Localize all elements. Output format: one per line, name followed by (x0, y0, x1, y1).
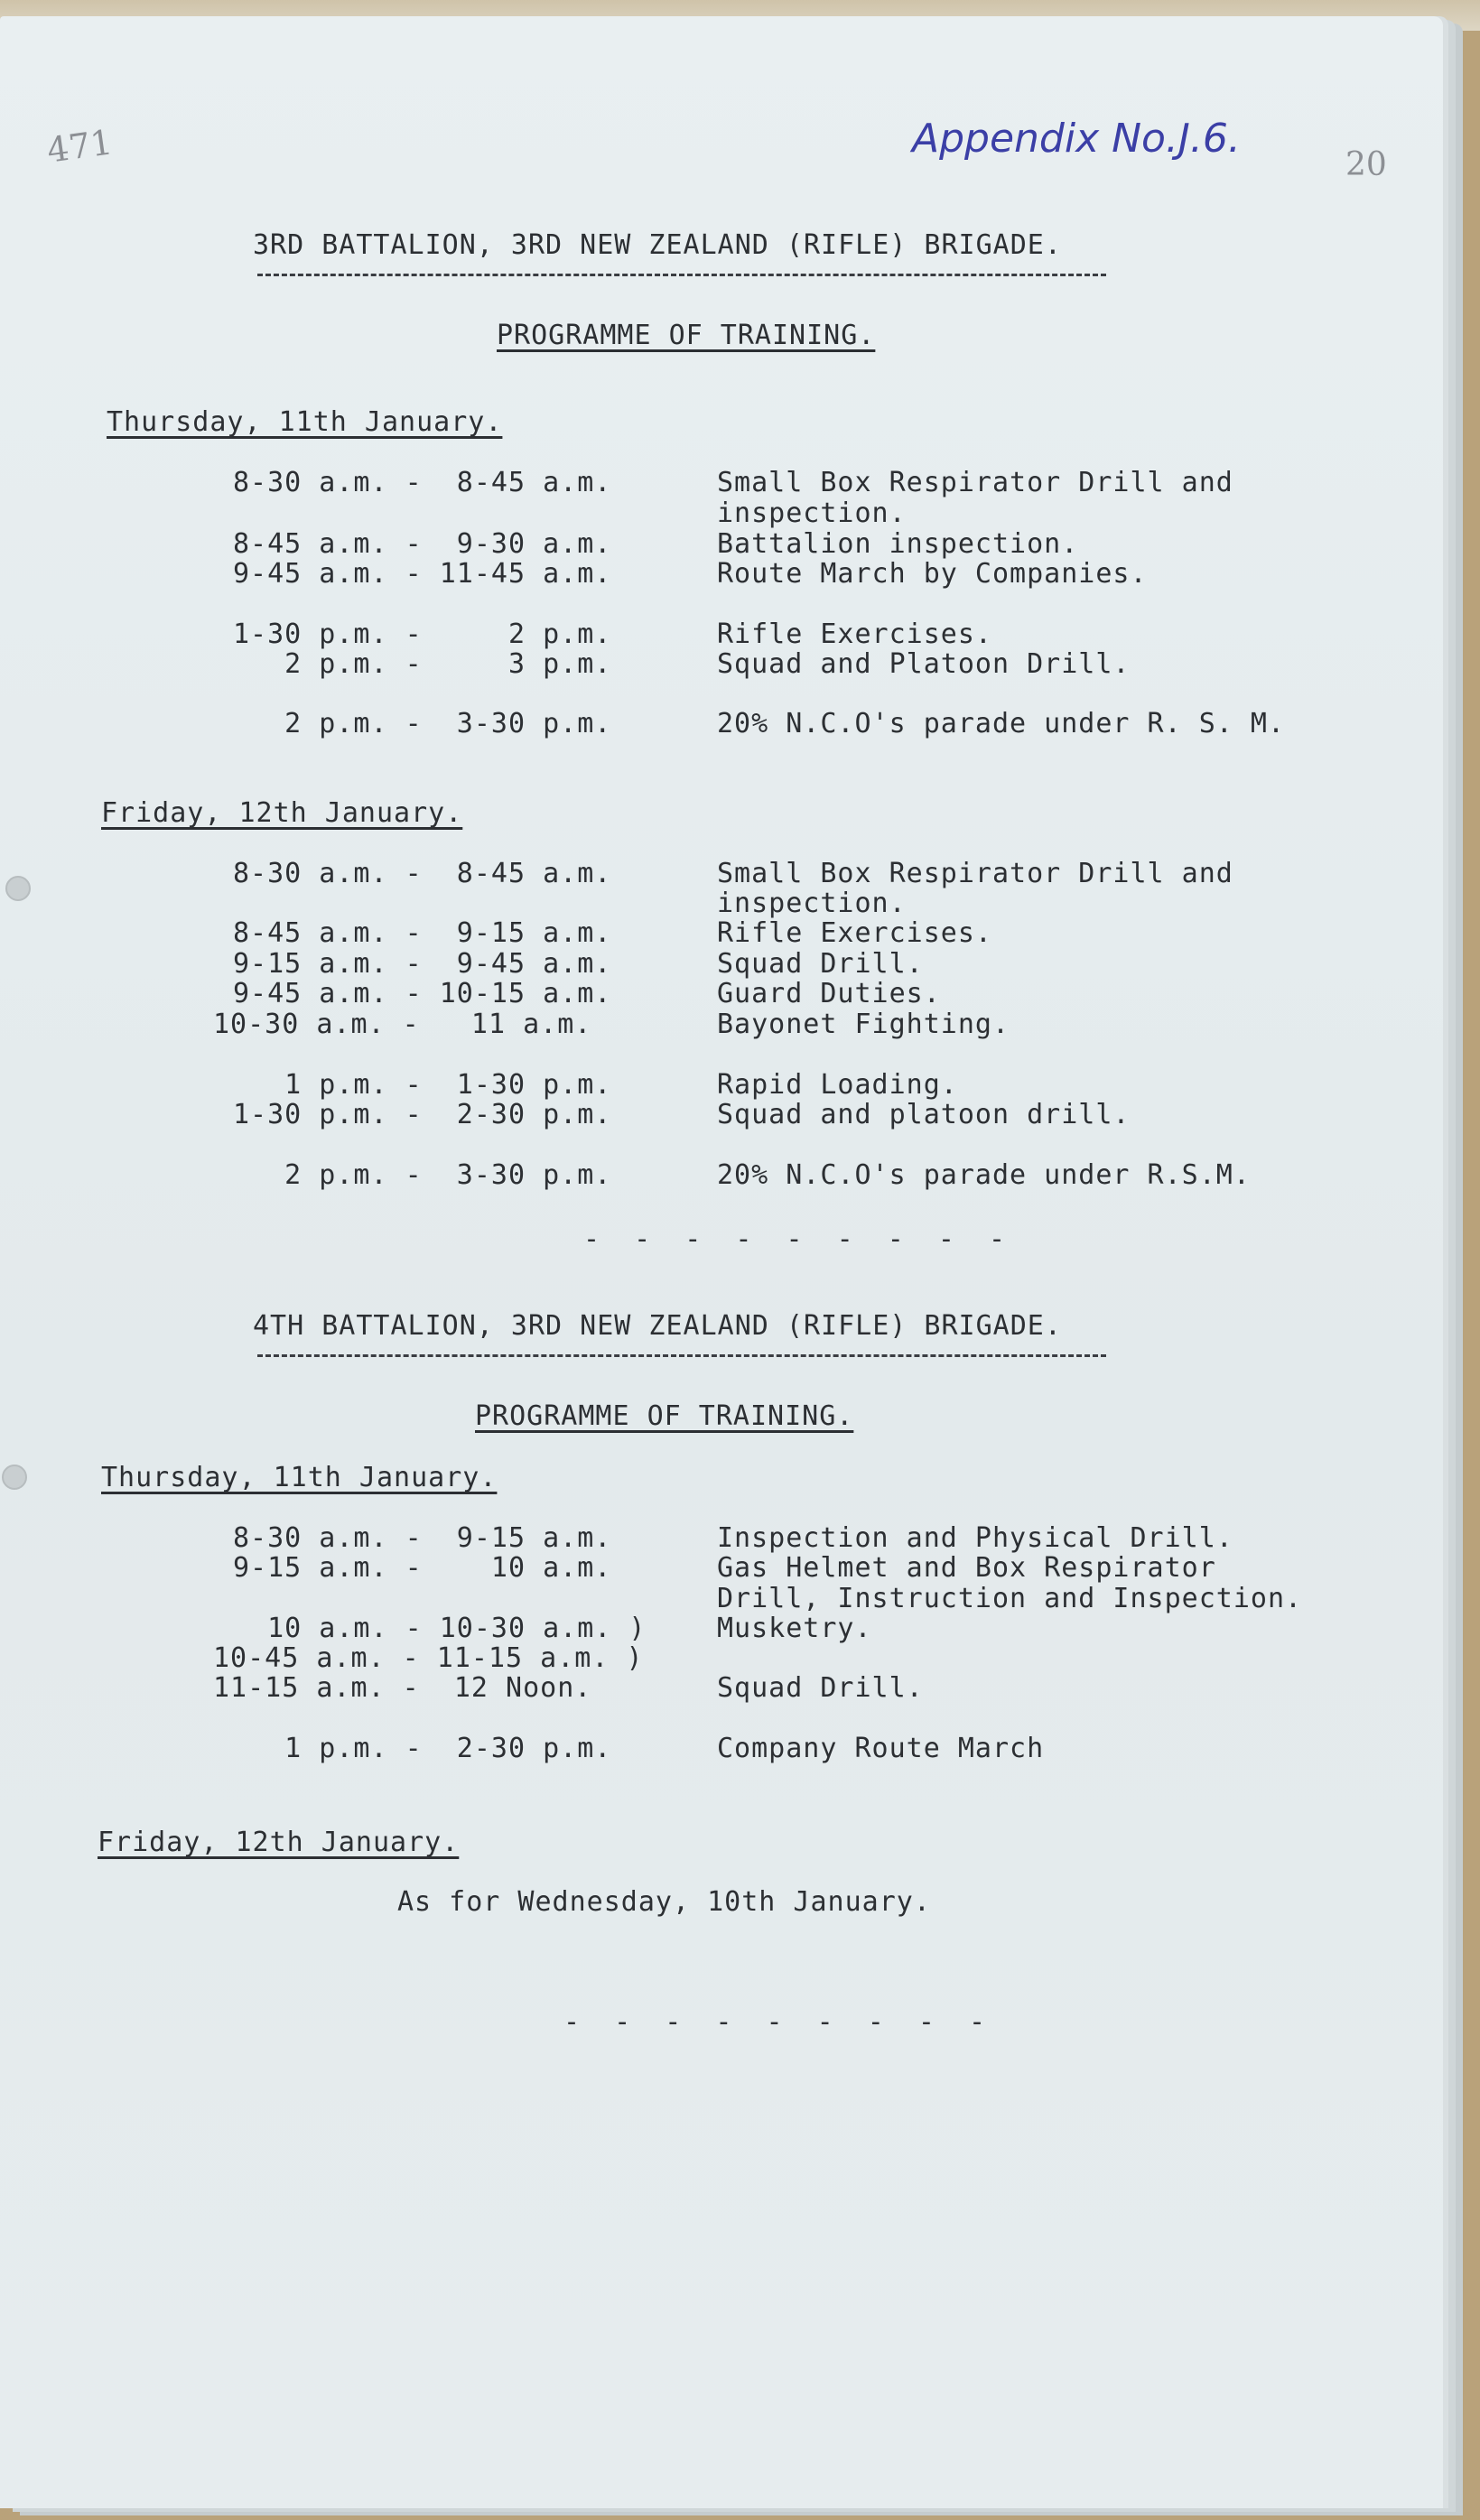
day-note: As for Wednesday, 10th January. (397, 1886, 931, 1918)
activity: 20% N.C.O's parade under R. S. M. (717, 708, 1286, 739)
time-range: 9-15 a.m. - 10 a.m. (233, 1552, 612, 1584)
time-range: 8-30 a.m. - 8-45 a.m. (233, 467, 612, 498)
punch-hole (2, 1465, 27, 1490)
time-range: 8-30 a.m. - 8-45 a.m. (233, 858, 612, 889)
time-range: 8-45 a.m. - 9-30 a.m. (233, 528, 612, 560)
day-heading: Thursday, 11th January. (101, 1462, 498, 1493)
time-range: 1-30 p.m. - 2-30 p.m. (233, 1099, 612, 1130)
activity: Squad Drill. (717, 1672, 924, 1704)
folio-number-right: 20 (1345, 146, 1387, 183)
activity: Small Box Respirator Drill and (717, 858, 1233, 889)
activity: Inspection and Physical Drill. (717, 1522, 1233, 1554)
activity: Squad and platoon drill. (717, 1099, 1131, 1130)
activity: Gas Helmet and Box Respirator (717, 1552, 1216, 1584)
activity: Route March by Companies. (717, 558, 1148, 590)
activity: Bayonet Fighting. (717, 1009, 1010, 1040)
activity: Squad Drill. (717, 948, 924, 980)
activity: Small Box Respirator Drill and (717, 467, 1233, 498)
activity: Rifle Exercises. (717, 917, 992, 949)
time-range: 1-30 p.m. - 2 p.m. (233, 618, 612, 650)
activity: Battalion inspection. (717, 528, 1079, 560)
document-page (0, 16, 1443, 2508)
time-range: 11-15 a.m. - 12 Noon. (213, 1672, 592, 1704)
time-range: 1 p.m. - 1-30 p.m. (233, 1069, 612, 1101)
time-range: 2 p.m. - 3-30 p.m. (233, 1159, 612, 1191)
time-range: 9-15 a.m. - 9-45 a.m. (233, 948, 612, 980)
activity: Drill, Instruction and Inspection. (717, 1583, 1303, 1614)
section-separator: - - - - - - - - - (583, 1223, 1015, 1255)
activity: Company Route March (717, 1733, 1045, 1764)
activity: Rifle Exercises. (717, 618, 992, 650)
time-range: 10-30 a.m. - 11 a.m. (213, 1009, 592, 1040)
time-range: 9-45 a.m. - 11-45 a.m. (233, 558, 612, 590)
activity: 20% N.C.O's parade under R.S.M. (717, 1159, 1251, 1191)
appendix-label: Appendix No.J.6. (912, 116, 1241, 162)
heading-underline (257, 274, 1106, 276)
time-range: 8-30 a.m. - 9-15 a.m. (233, 1522, 612, 1554)
activity: Musketry. (717, 1613, 872, 1644)
time-range: 10-45 a.m. - 11-15 a.m. ) (213, 1642, 644, 1674)
section-subheading: PROGRAMME OF TRAINING. (475, 1400, 854, 1432)
section-separator: - - - - - - - - - (563, 2006, 995, 2038)
activity: inspection. (717, 497, 907, 529)
heading-underline (257, 1354, 1106, 1357)
activity: inspection. (717, 888, 907, 919)
time-range: 8-45 a.m. - 9-15 a.m. (233, 917, 612, 949)
time-range: 2 p.m. - 3 p.m. (233, 648, 612, 680)
day-heading: Friday, 12th January. (98, 1827, 460, 1858)
time-range: 2 p.m. - 3-30 p.m. (233, 708, 612, 739)
section-heading: 4TH BATTALION, 3RD NEW ZEALAND (RIFLE) BRIGADE. (253, 1310, 1062, 1342)
activity: Rapid Loading. (717, 1069, 958, 1101)
time-range: 9-45 a.m. - 10-15 a.m. (233, 978, 612, 1009)
section-subheading: PROGRAMME OF TRAINING. (497, 320, 876, 351)
section-heading: 3RD BATTALION, 3RD NEW ZEALAND (RIFLE) BRIGADE. (253, 229, 1062, 261)
day-heading: Friday, 12th January. (101, 797, 463, 829)
day-heading: Thursday, 11th January. (107, 406, 503, 438)
punch-hole (5, 876, 31, 901)
activity: Guard Duties. (717, 978, 941, 1009)
time-range: 10 a.m. - 10-30 a.m. ) (233, 1613, 647, 1644)
time-range: 1 p.m. - 2-30 p.m. (233, 1733, 612, 1764)
folio-number-left: 471 (44, 122, 116, 171)
activity: Squad and Platoon Drill. (717, 648, 1131, 680)
